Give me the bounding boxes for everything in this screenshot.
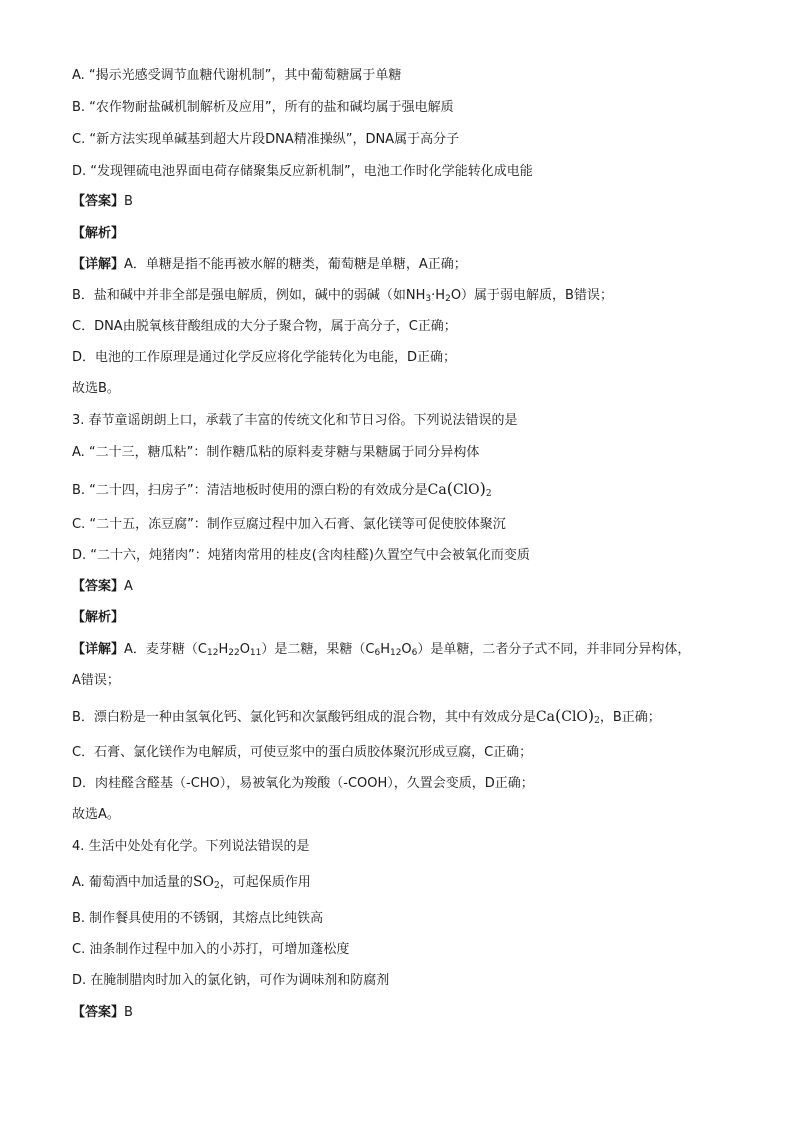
q4-option-d: D. 在腌制腊肉时加入的氯化钠，可作为调味剂和防腐剂 [72,973,390,988]
text: ，可起保质作用 [219,875,311,890]
detail-tag: 【详解】 [72,642,125,657]
subscript: 2 [594,716,600,726]
text: Ca [427,482,447,498]
text: B. “二十四，扫房子”：清洁地板时使用的漂白粉的有效成分是 [72,483,428,498]
q2-explanation-a [72,256,467,274]
analysis-tag: 【解析】 [72,610,125,625]
q2-explanation-c: C．DNA由脱氧核苷酸组成的大分子聚合物，属于高分子，C正确； [72,319,457,334]
q3-explanation-a [72,641,690,659]
formula: $Ca(ClO)_2$ [535,706,600,726]
q2-explanation-d: D．电池的工作原理是通过化学反应将化学能转化为电能，D正确； [72,350,457,365]
q3-option-c: C. “二十五，冻豆腐”：制作豆腐过程中加入石膏、氯化镁等可促使胶体聚沉 [72,517,506,532]
text: H [218,642,229,657]
text: ）是单糖，二者分子式不同，并非同分异构体， [417,642,691,657]
q4-option-a [72,873,311,892]
q2-explanation-b [72,287,613,305]
subscript: 6 [374,648,381,658]
subscript: 2 [445,294,451,304]
q3-stem: 3. 春节童谣朗朗上口，承载了丰富的传统文化和节日习俗。下列说法错误的是 [72,413,518,428]
q3-answer [72,578,133,596]
q3-option-d: D. “二十六，炖猪肉”：炖猪肉常用的桂皮(含肉桂醛)久置空气中会被氧化而变质 [72,548,530,563]
text: O [401,642,412,657]
text: ClO [452,482,480,498]
text: A．麦芽糖（C [124,642,207,657]
q3-option-b [72,480,492,500]
detail-tag: 【详解】 [72,257,125,272]
q4-answer [72,1004,133,1022]
answer-tag: 【答案】 [72,194,125,209]
text: SO [192,874,215,890]
text: ClO [561,709,588,725]
q3-analysis-tag [72,609,124,627]
q2-option-a: A. “揭示光感受调节血糖代谢机制”，其中葡萄糖属于单糖 [72,68,402,83]
subscript: 12 [207,648,219,658]
q2-choose: 故选B。 [72,381,120,396]
q3-explanation-a-cont: A错误； [72,673,120,688]
text: O）属于弱电解质，B错误； [450,288,613,303]
answer-value: A [124,579,133,594]
subscript: 2 [485,489,492,499]
q3-choose: 故选A。 [72,807,120,822]
q3-explanation-c: C．石膏、氯化镁作为电解质，可使豆浆中的蛋白质胶体聚沉形成豆腐，C正确； [72,745,533,760]
explanation-text: A．单糖是指不能再被水解的糖类，葡萄糖是单糖，A正确； [124,257,467,272]
answer-tag: 【答案】 [72,1005,125,1020]
q2-analysis-tag [72,225,124,243]
text: A. 葡萄酒中加适量的 [72,875,193,890]
q4-stem: 4. 生活中处处有化学。下列说法错误的是 [72,839,310,854]
q3-option-a: A. “二十三，糖瓜粘”：制作糖瓜粘的原料麦芽糖与果糖属于同分异构体 [72,445,480,460]
text: B．盐和碱中并非全部是强电解质，例如，碱中的弱碱（如NH [72,288,426,303]
q4-option-c: C. 油条制作过程中加入的小苏打，可增加蓬松度 [72,942,350,957]
formula: $Ca(ClO)_2$ [427,479,492,499]
q2-answer [72,193,133,211]
q3-explanation-b [72,707,661,727]
text: ，B正确； [599,710,661,725]
text: ·H [431,288,446,303]
text: H [380,642,390,657]
subscript: 3 [425,294,432,304]
answer-value: B [124,194,133,209]
subscript: 12 [389,648,402,658]
subscript: 22 [228,648,240,658]
text: O [239,642,250,657]
subscript: 6 [411,648,418,658]
answer-tag: 【答案】 [72,579,125,594]
text: B．漂白粉是一种由氢氧化钙、氯化钙和次氯酸钙组成的混合物，其中有效成分是 [72,710,536,725]
q3-explanation-d: D．肉桂醛含醛基（-CHO），易被氧化为羧酸（-COOH），久置会变质，D正确； [72,776,534,791]
q4-option-b: B. 制作餐具使用的不锈钢，其熔点比纯铁高 [72,911,324,926]
q2-option-d: D. “发现锂硫电池界面电荷存储聚集反应新机制”，电池工作时化学能转化成电能 [72,164,533,179]
q2-option-b: B. “农作物耐盐碱机制解析及应用”，所有的盐和碱均属于强电解质 [72,100,454,115]
text: Ca [535,709,555,725]
text: ）是二糖，果糖（C [261,642,375,657]
subscript: 11 [249,648,262,658]
subscript: 2 [214,881,220,891]
answer-value: B [124,1005,133,1020]
formula [193,874,220,890]
analysis-tag: 【解析】 [72,226,125,241]
q2-option-c: C. “新方法实现单碱基到超大片段DNA精准操纵”，DNA属于高分子 [72,132,460,147]
